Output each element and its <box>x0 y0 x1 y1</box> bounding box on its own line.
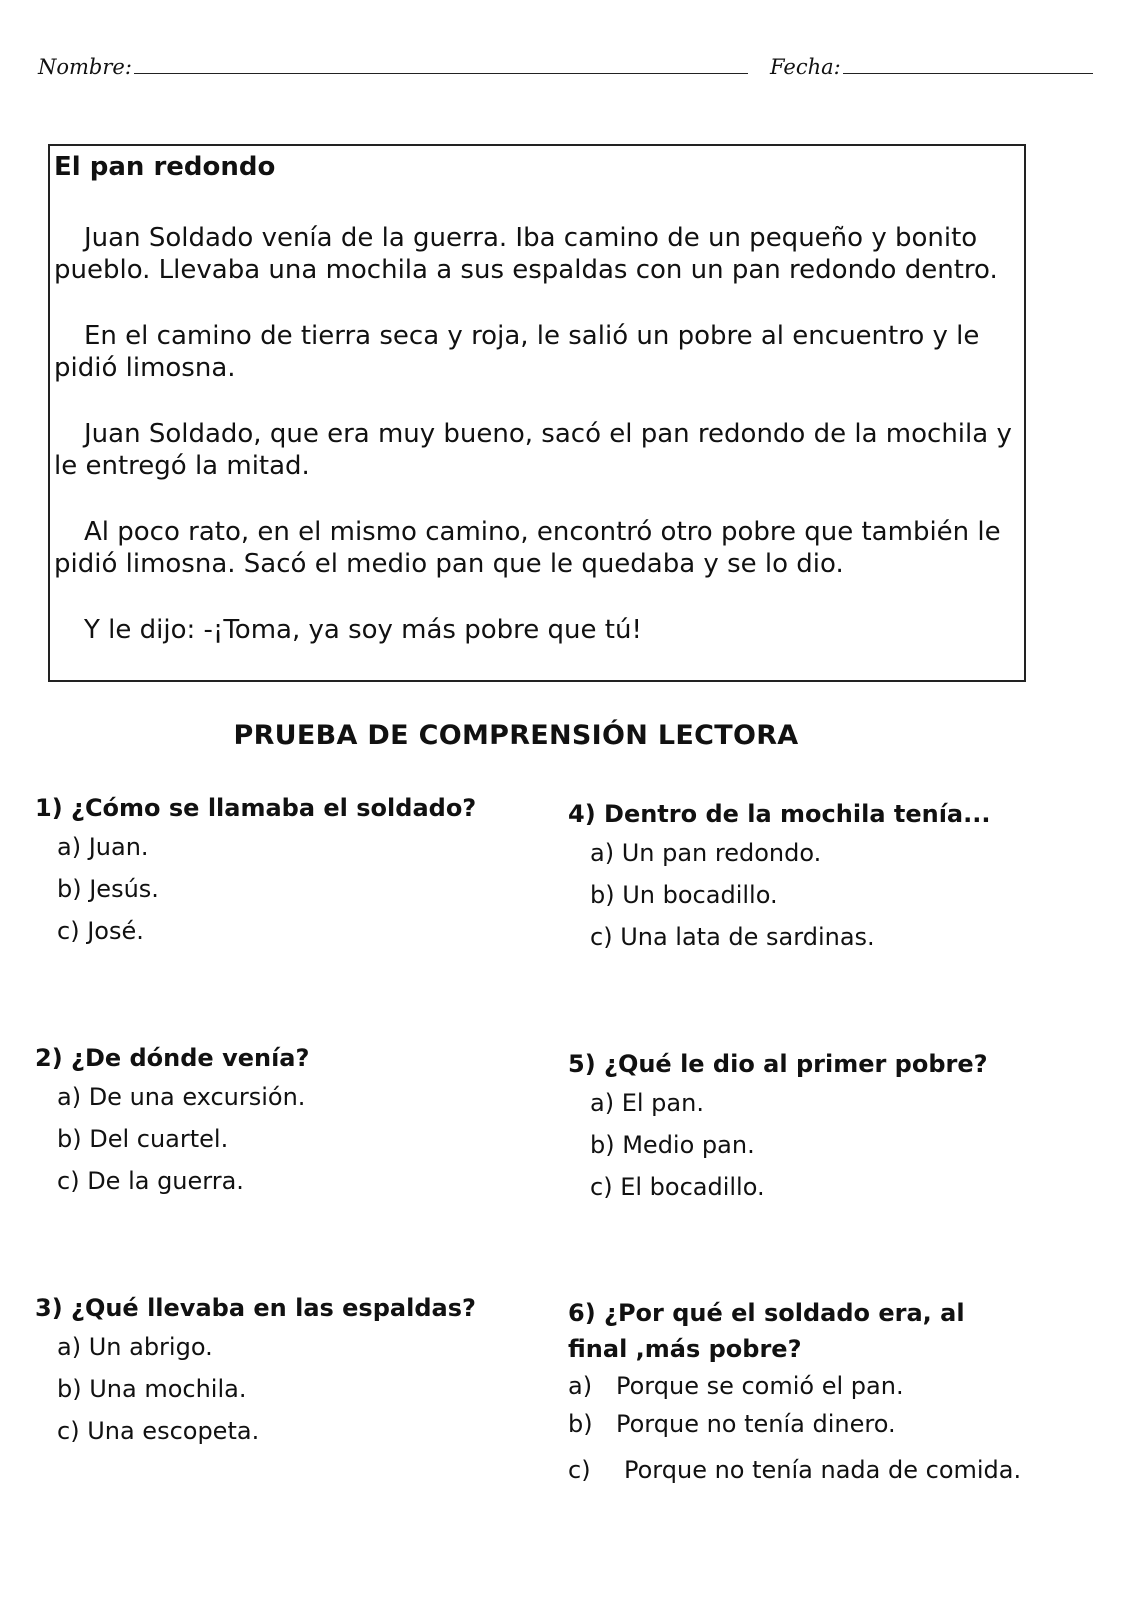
story-title: El pan redondo <box>54 152 276 182</box>
question-3-option-b[interactable]: b) Una mochila. <box>57 1375 247 1403</box>
story-paragraph-5: Y le dijo: -¡Toma, ya soy más pobre que tú! <box>84 615 642 645</box>
question-6-option-a-text: Porque se comió el pan. <box>616 1372 904 1400</box>
question-6 <box>568 1295 1021 1489</box>
question-6-text-line-2: final ,más pobre? <box>568 1335 802 1363</box>
question-1-option-a[interactable]: a) Juan. <box>57 833 149 861</box>
question-6-option-a[interactable] <box>568 1367 1021 1405</box>
question-6-option-b-text: Porque no tenía dinero. <box>616 1410 896 1438</box>
story-paragraph-4: Al poco rato, en el mismo camino, encontró otro pobre que también le pidió limosna. Sacó el medio pan que le quedaba y se lo dio. <box>54 517 1001 579</box>
story-paragraph-2: En el camino de tierra seca y roja, le salió un pobre al encuentro y le pidió limosna. <box>54 321 980 383</box>
question-5 <box>568 1046 988 1208</box>
question-5-text: 5) ¿Qué le dio al primer pobre? <box>568 1050 988 1078</box>
question-3-text: 3) ¿Qué llevaba en las espaldas? <box>35 1294 476 1322</box>
question-6-option-c-label: c) <box>568 1456 591 1484</box>
question-6-option-c-text: Porque no tenía nada de comida. <box>624 1456 1022 1484</box>
fecha-line[interactable] <box>843 71 1093 74</box>
question-4 <box>568 796 990 958</box>
question-4-text: 4) Dentro de la mochila tenía... <box>568 800 991 828</box>
story-paragraph-1: Juan Soldado venía de la guerra. Iba camino de un pequeño y bonito pueblo. Llevaba una mochila a sus espaldas con un pan redondo dentro. <box>54 223 998 285</box>
question-4-option-b[interactable]: b) Un bocadillo. <box>590 881 778 909</box>
question-4-option-a[interactable]: a) Un pan redondo. <box>590 839 822 867</box>
question-5-option-a[interactable]: a) El pan. <box>590 1089 704 1117</box>
question-2-text: 2) ¿De dónde venía? <box>35 1044 310 1072</box>
test-title: PRUEBA DE COMPRENSIÓN LECTORA <box>233 720 799 751</box>
question-4-option-c[interactable]: c) Una lata de sardinas. <box>590 923 875 951</box>
nombre-line[interactable] <box>134 71 748 74</box>
nombre-label: Nombre: <box>38 55 132 79</box>
question-1-text: 1) ¿Cómo se llamaba el soldado? <box>35 794 477 822</box>
question-6-option-a-label: a) <box>568 1372 593 1400</box>
story-paragraph-3: Juan Soldado, que era muy bueno, sacó el pan redondo de la mochila y le entregó la mitad. <box>54 419 1012 481</box>
question-5-option-b[interactable]: b) Medio pan. <box>590 1131 755 1159</box>
question-6-option-c[interactable] <box>568 1451 1021 1489</box>
question-1-option-c[interactable]: c) José. <box>57 917 144 945</box>
question-6-option-b[interactable] <box>568 1405 1021 1443</box>
fecha-field[interactable] <box>770 55 1093 79</box>
question-6-option-b-label: b) <box>568 1410 593 1438</box>
fecha-label: Fecha: <box>770 55 841 79</box>
question-3 <box>35 1290 476 1452</box>
question-3-option-a[interactable]: a) Un abrigo. <box>57 1333 213 1361</box>
question-3-option-c[interactable]: c) Una escopeta. <box>57 1417 260 1445</box>
question-2-option-a[interactable]: a) De una excursión. <box>57 1083 306 1111</box>
question-2 <box>35 1040 309 1202</box>
nombre-field[interactable] <box>38 55 748 79</box>
question-1 <box>35 790 476 952</box>
question-2-option-b[interactable]: b) Del cuartel. <box>57 1125 229 1153</box>
question-1-option-b[interactable]: b) Jesús. <box>57 875 159 903</box>
story-box <box>48 144 1026 682</box>
question-6-text-line-1: 6) ¿Por qué el soldado era, al <box>568 1299 965 1327</box>
question-2-option-c[interactable]: c) De la guerra. <box>57 1167 244 1195</box>
question-5-option-c[interactable]: c) El bocadillo. <box>590 1173 765 1201</box>
